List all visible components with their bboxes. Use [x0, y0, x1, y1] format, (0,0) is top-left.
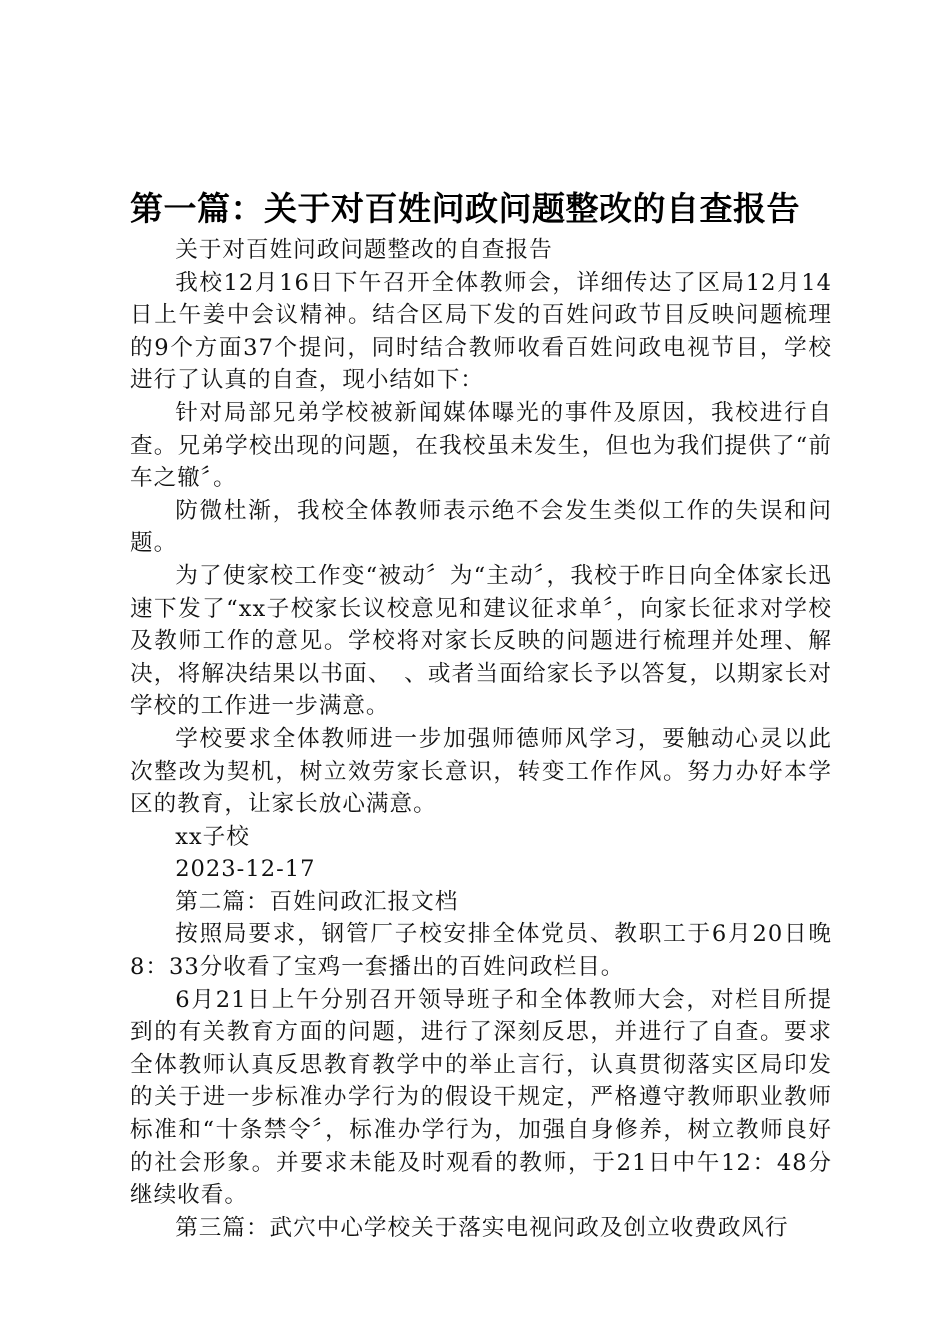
- document-title: 第一篇：关于对百姓问政问题整改的自查报告: [130, 189, 800, 228]
- signature-school: xx子校: [175, 823, 250, 850]
- paragraph-home-school: 为了使家校工作变“被动〞为“主动〞，我校于昨日向全体家长迅速下发了“xx子校家长议校意见和建议征求单〞，向家长征求对学校及教师工作的意见。学校将对家长反映的问题进行梳理并处理、解决，将解决结果以书面、 、或者当面给家长予以答复，以期家长对学校的工作进一步满意。: [130, 562, 832, 720]
- paragraph-reflection: 6月21日上午分别召开领导班子和全体教师大会，对栏目所提到的有关教育方面的问题，进行了深刻反思，并进行了自查。要求全体教师认真反思教育教学中的举止言行，认真贯彻落实区局印发的关于进一步标准办学行为的假设干规定，严格遵守教师职业教师标准和“十条禁令〞，标准办学行为，加强自身修养，树立教师良好的社会形象。并要求未能及时观看的教师，于21日中午12：48分继续收看。: [130, 986, 832, 1209]
- signature-date: 2023-12-17: [175, 856, 316, 883]
- document-page: [130, 186, 832, 1244]
- section-two-heading: 第二篇：百姓问政汇报文档: [175, 888, 459, 915]
- paragraph-meeting: 我校12月16日下午召开全体教师会，详细传达了区局12月14日上午姜中会议精神。结合区局下发的百姓问政节目反映问题梳理的9个方面37个提问，同时结合教师收看百姓问政电视节目，学校进行了认真的自查，现小结如下：: [130, 269, 832, 394]
- paragraph-prevention: 防微杜渐，我校全体教师表示绝不会发生类似工作的失误和问题。: [130, 497, 832, 557]
- paragraph-requirements: 学校要求全体教师进一步加强师德师风学习，要触动心灵以此次整改为契机，树立效劳家长意识，转变工作作风。努力办好本学区的教育，让家长放心满意。: [130, 725, 832, 818]
- report-subtitle: 关于对百姓问政问题整改的自查报告: [175, 237, 553, 263]
- paragraph-watch-program: 按照局要求，钢管厂子校安排全体党员、教职工于6月20日晚8：33分收看了宝鸡一套播出的百姓问政栏目。: [130, 921, 832, 981]
- paragraph-self-check: 针对局部兄弟学校被新闻媒体曝光的事件及原因，我校进行自查。兄弟学校出现的问题，在我校虽未发生，但也为我们提供了“前车之辙〞。: [130, 399, 832, 492]
- section-three-heading: 第三篇：武穴中心学校关于落实电视问政及创立收费政风行: [175, 1214, 789, 1241]
